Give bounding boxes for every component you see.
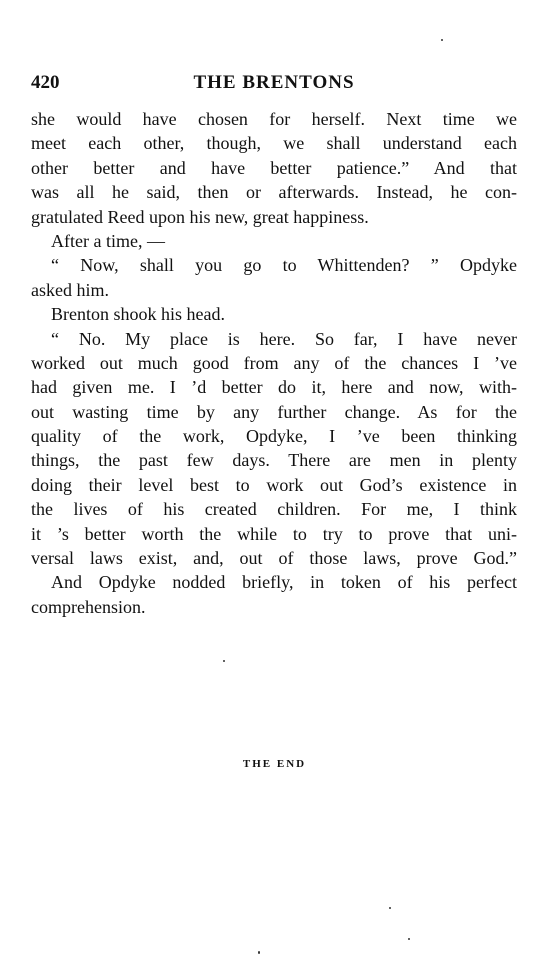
text-line: she would have chosen for herself. Next time we bbox=[31, 109, 517, 129]
text-line: comprehension. bbox=[31, 596, 146, 617]
text-line: After a time, — bbox=[51, 230, 165, 251]
text-line: the lives of his created children. For me, I think bbox=[31, 499, 517, 520]
text-line: doing their level best to work out God’s existence in bbox=[31, 474, 517, 495]
scan-speck bbox=[258, 951, 260, 954]
text-line: “ No. My place is here. So far, I have never bbox=[51, 328, 517, 349]
text-line: had given me. I ’d better do it, here and now, with- bbox=[31, 377, 517, 398]
text-line: quality of the work, Opdyke, I ’ve been thinking bbox=[31, 426, 517, 447]
text-line: was all he said, then or afterwards. Instead, he con- bbox=[31, 182, 517, 203]
scan-speck bbox=[408, 938, 410, 940]
text-line: “ Now, shall you go to Whittenden? ” Opdyke bbox=[51, 255, 517, 276]
scan-speck bbox=[441, 39, 443, 41]
text-line: And Opdyke nodded briefly, in token of his perfect bbox=[51, 572, 517, 593]
text-line: gratulated Reed upon his new, great happiness. bbox=[31, 206, 369, 227]
text-line: out wasting time by any further change. As for the bbox=[31, 401, 517, 422]
scan-speck bbox=[223, 660, 225, 662]
text-line: Brenton shook his head. bbox=[51, 304, 225, 325]
text-line: asked him. bbox=[31, 279, 109, 300]
scan-speck bbox=[389, 907, 391, 909]
body-text bbox=[31, 107, 517, 619]
the-end-label: THE END bbox=[242, 758, 307, 770]
text-line: other better and have better patience.” And that bbox=[31, 157, 517, 178]
text-line: worked out much good from any of the chances I ’ve bbox=[31, 352, 517, 373]
page-number: 420 bbox=[31, 72, 60, 93]
page-header bbox=[31, 72, 517, 96]
text-line: meet each other, though, we shall understand each bbox=[31, 133, 517, 154]
text-line: it ’s better worth the while to try to prove that uni- bbox=[31, 523, 517, 544]
text-line: things, the past few days. There are men in plenty bbox=[31, 450, 517, 471]
text-line: versal laws exist, and, out of those laws, prove God.” bbox=[31, 548, 517, 569]
running-title: THE BRENTONS bbox=[193, 72, 355, 93]
